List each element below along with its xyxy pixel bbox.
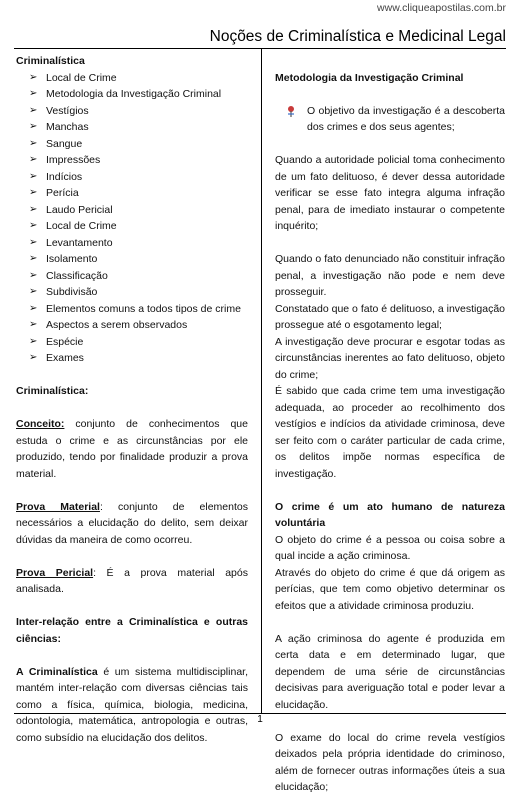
paragraph-crime-object: O objeto do crime é a pessoa ou coisa sobre a qual incide a ação criminosa. bbox=[275, 533, 505, 562]
paragraph-criminal-action: A ação criminosa do agente é produzida em certa data e em determinado lugar, que dependem de uma série de circunstâncias decisivas para averiguação total e poder levar a elucidação. bbox=[275, 632, 505, 711]
topic-item bbox=[16, 251, 248, 268]
page-number: 1 bbox=[257, 714, 263, 725]
topic-label: Laudo Pericial bbox=[46, 203, 113, 216]
topic-list bbox=[16, 70, 248, 367]
arrow-bullet-icon: ➢ bbox=[29, 71, 38, 83]
paragraph-scene-exam: O exame do local do crime revela vestígios deixados pela própria identidade do criminoso, além de fornecer outras informações úteis a sua elucidação; bbox=[275, 731, 505, 793]
voluntary-act-heading: O crime é um ato humano de natureza voluntária bbox=[275, 500, 505, 529]
right-column bbox=[275, 53, 505, 796]
topic-item bbox=[16, 86, 248, 103]
topic-item bbox=[16, 119, 248, 136]
left-column bbox=[16, 53, 248, 746]
topic-label: Perícia bbox=[46, 187, 79, 199]
topic-label: Manchas bbox=[46, 121, 89, 133]
paragraph-authority: Quando a autoridade policial toma conhecimento de um fato delituoso, é dever dessa autoridade verificar se esse fato integra alguma infração penal, para de imediato instaurar o competente inquérito; bbox=[275, 154, 505, 232]
topic-item bbox=[16, 202, 248, 219]
document-title: Noções de Criminalística e Medicinal Legal bbox=[209, 28, 506, 45]
topic-item bbox=[16, 152, 248, 169]
methodology-heading: Metodologia da Investigação Criminal bbox=[275, 71, 464, 84]
criminalistica-text: é um sistema multidisciplinar, mantém inter-relação com diversas ciências tais como a física, química, biologia, medicina, odontologia, matemática, antropologia e outras, como subsídio na elucidação dos delitos. bbox=[16, 665, 248, 744]
topic-label: Local de Crime bbox=[46, 220, 117, 232]
topic-item bbox=[16, 284, 248, 301]
topic-item bbox=[16, 235, 248, 252]
pushpin-bullet-icon bbox=[285, 105, 297, 118]
prova-pericial-paragraph bbox=[16, 565, 248, 598]
objective-bullet bbox=[275, 103, 505, 136]
topic-item bbox=[16, 218, 248, 235]
topic-label: Vestígios bbox=[46, 104, 89, 117]
prova-material-text: : conjunto de elementos necessários a elucidação do delito, sem deixar dúvidas da maneira de como ocorreu. bbox=[16, 500, 248, 546]
topic-item bbox=[16, 185, 248, 202]
arrow-bullet-icon: ➢ bbox=[29, 104, 38, 116]
topic-item bbox=[16, 70, 248, 87]
topic-label: Impressões bbox=[46, 154, 101, 166]
arrow-bullet-icon: ➢ bbox=[29, 352, 38, 363]
arrow-bullet-icon: ➢ bbox=[29, 88, 38, 99]
site-url: www.cliqueapostilas.com.br bbox=[377, 2, 506, 14]
arrow-bullet-icon: ➢ bbox=[29, 187, 38, 198]
topic-item bbox=[16, 136, 248, 153]
topic-label: Isolamento bbox=[46, 253, 98, 265]
prova-pericial-term: Prova Pericial bbox=[16, 566, 94, 579]
inter-relation-heading: Inter-relação entre a Criminalística e outras ciências: bbox=[16, 616, 248, 645]
topic-label: Local de Crime bbox=[46, 71, 117, 84]
topic-label: Aspectos a serem observados bbox=[46, 319, 188, 331]
paragraph-circumstances: A investigação deve procurar e esgotar todas as circunstâncias inerentes ao fato delituoso, objeto do crime; bbox=[275, 335, 505, 381]
arrow-bullet-icon: ➢ bbox=[29, 137, 38, 149]
left-heading: Criminalística bbox=[16, 55, 85, 67]
column-divider bbox=[261, 49, 262, 713]
arrow-bullet-icon: ➢ bbox=[29, 302, 38, 314]
topic-label: Classificação bbox=[46, 269, 108, 282]
topic-label: Elementos comuns a todos tipos de crime bbox=[46, 302, 241, 315]
conceito-term: Conceito: bbox=[16, 418, 65, 430]
criminalistica-term: A Criminalística bbox=[16, 665, 98, 678]
arrow-bullet-icon: ➢ bbox=[29, 253, 38, 264]
topic-label: Exames bbox=[46, 352, 84, 364]
arrow-bullet-icon: ➢ bbox=[29, 220, 38, 231]
topic-item bbox=[16, 317, 248, 334]
paragraph-expertise: Através do objeto do crime é que dá origem as perícias, que tem como objetivo determinar os efeitos que a atividade criminosa produziu. bbox=[275, 566, 505, 612]
topic-label: Sangue bbox=[46, 137, 83, 150]
arrow-bullet-icon: ➢ bbox=[29, 203, 38, 215]
arrow-bullet-icon: ➢ bbox=[29, 154, 38, 165]
arrow-bullet-icon: ➢ bbox=[29, 269, 38, 281]
topic-item bbox=[16, 268, 248, 285]
arrow-bullet-icon: ➢ bbox=[29, 286, 38, 297]
topic-label: Indícios bbox=[46, 170, 83, 183]
paragraph-proceeds: Constatado que o fato é delituoso, a investigação prossegue até o esgotamento legal; bbox=[275, 302, 505, 331]
criminalistica-paragraph bbox=[16, 664, 248, 747]
objective-text: O objetivo da investigação é a descoberta dos crimes e dos seus agentes; bbox=[307, 104, 505, 133]
section-heading: Criminalística: bbox=[16, 385, 89, 397]
arrow-bullet-icon: ➢ bbox=[29, 170, 38, 182]
paragraph-not-infraction: Quando o fato denunciado não constituir infração penal, a investigação não pode e nem deve prosseguir. bbox=[275, 253, 505, 298]
conceito-text: conjunto de conhecimentos que estuda o crime e as circunstâncias por ele produzido, tendo por finalidade produzir a prova material. bbox=[16, 418, 248, 480]
arrow-bullet-icon: ➢ bbox=[29, 236, 38, 248]
topic-label: Subdivisão bbox=[46, 286, 98, 298]
topic-item bbox=[16, 334, 248, 351]
topic-item bbox=[16, 350, 248, 367]
arrow-bullet-icon: ➢ bbox=[29, 121, 38, 132]
topic-label: Levantamento bbox=[46, 236, 113, 249]
prova-pericial-text: : É a prova material após analisada. bbox=[16, 566, 248, 595]
paragraph-specific-investigation: É sabido que cada crime tem uma investigação adequada, ao proceder ao recolhimento dos vestígios e indícios da atividade criminosa, deve ser feito com o caráter particular de cada crime, os delitos impõe normas específica de investigação. bbox=[275, 385, 505, 480]
topic-label: Espécie bbox=[46, 335, 84, 348]
conceito-paragraph bbox=[16, 416, 248, 482]
prova-material-paragraph bbox=[16, 499, 248, 549]
header-rule bbox=[14, 48, 506, 49]
prova-material-term: Prova Material bbox=[16, 500, 100, 513]
topic-item bbox=[16, 103, 248, 120]
arrow-bullet-icon: ➢ bbox=[29, 319, 38, 330]
topic-item bbox=[16, 301, 248, 318]
topic-item bbox=[16, 169, 248, 186]
topic-label: Metodologia da Investigação Criminal bbox=[46, 88, 222, 100]
arrow-bullet-icon: ➢ bbox=[29, 335, 38, 347]
